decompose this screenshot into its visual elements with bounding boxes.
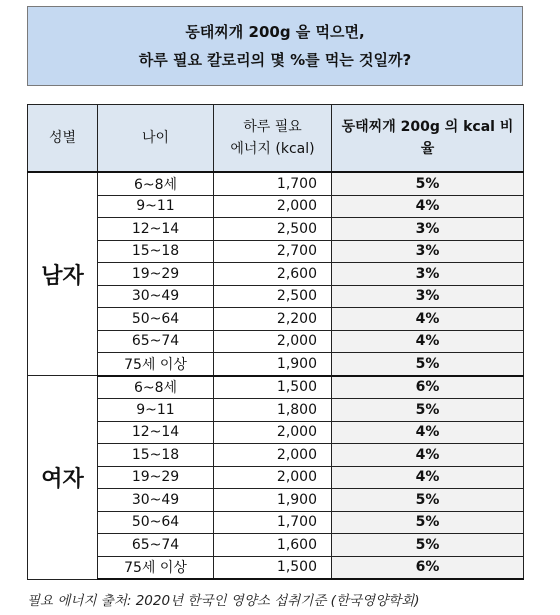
table-row <box>28 466 524 489</box>
energy-cell: 2,000 <box>214 195 332 218</box>
energy-cell: 2,500 <box>214 285 332 308</box>
age-cell: 65~74 <box>98 534 214 557</box>
age-cell: 15~18 <box>98 444 214 467</box>
table-body <box>28 172 524 579</box>
ratio-cell: 4% <box>332 308 524 331</box>
table-row <box>28 195 524 218</box>
ratio-cell: 3% <box>332 263 524 286</box>
ratio-cell: 3% <box>332 285 524 308</box>
ratio-cell: 4% <box>332 466 524 489</box>
energy-cell: 2,000 <box>214 466 332 489</box>
ratio-cell: 4% <box>332 195 524 218</box>
energy-cell: 2,000 <box>214 330 332 353</box>
header-energy-line-1: 하루 필요 <box>243 119 302 135</box>
age-cell: 9~11 <box>98 399 214 422</box>
age-cell: 30~49 <box>98 489 214 512</box>
ratio-cell: 3% <box>332 240 524 263</box>
header-ratio-line-2: 율 <box>420 141 435 157</box>
age-cell: 6~8세 <box>98 172 214 195</box>
energy-cell: 1,700 <box>214 511 332 534</box>
header-energy-line-2: 에너지 (kcal) <box>230 141 315 157</box>
age-cell: 75세 이상 <box>98 556 214 579</box>
gender-cell: 여자 <box>28 376 98 580</box>
source-note: 필요 에너지 출처: 2020년 한국인 영양소 섭취기준 (한국영양학회) <box>27 593 420 609</box>
ratio-cell: 5% <box>332 489 524 512</box>
energy-cell: 1,800 <box>214 399 332 422</box>
table-row <box>28 444 524 467</box>
ratio-cell: 5% <box>332 353 524 376</box>
table-row <box>28 172 524 195</box>
energy-cell: 1,500 <box>214 376 332 399</box>
title-box <box>27 6 523 86</box>
age-cell: 30~49 <box>98 285 214 308</box>
age-cell: 19~29 <box>98 263 214 286</box>
table-row <box>28 330 524 353</box>
table-row <box>28 489 524 512</box>
energy-cell: 1,900 <box>214 489 332 512</box>
table-row <box>28 308 524 331</box>
age-cell: 6~8세 <box>98 376 214 399</box>
ratio-cell: 4% <box>332 444 524 467</box>
table-row <box>28 263 524 286</box>
energy-cell: 1,500 <box>214 556 332 579</box>
table-row <box>28 285 524 308</box>
table-row <box>28 534 524 557</box>
ratio-cell: 4% <box>332 330 524 353</box>
header-energy <box>214 105 332 173</box>
ratio-cell: 5% <box>332 511 524 534</box>
header-gender: 성별 <box>28 105 98 173</box>
table-row <box>28 218 524 241</box>
title-line-2: 하루 필요 칼로리의 몇 %를 먹는 것일까? <box>138 51 412 69</box>
energy-cell: 2,200 <box>214 308 332 331</box>
table-row <box>28 511 524 534</box>
energy-cell: 1,600 <box>214 534 332 557</box>
title-line-1: 동태찌개 200g 을 먹으면, <box>185 23 365 41</box>
ratio-cell: 3% <box>332 218 524 241</box>
table-row <box>28 399 524 422</box>
energy-cell: 1,900 <box>214 353 332 376</box>
table-row <box>28 353 524 376</box>
gender-cell: 남자 <box>28 172 98 376</box>
ratio-cell: 6% <box>332 556 524 579</box>
age-cell: 65~74 <box>98 330 214 353</box>
energy-cell: 2,000 <box>214 444 332 467</box>
table-row <box>28 376 524 399</box>
header-age: 나이 <box>98 105 214 173</box>
energy-cell: 2,600 <box>214 263 332 286</box>
table-row <box>28 421 524 444</box>
energy-cell: 2,500 <box>214 218 332 241</box>
age-cell: 19~29 <box>98 466 214 489</box>
ratio-cell: 6% <box>332 376 524 399</box>
ratio-cell: 5% <box>332 534 524 557</box>
age-cell: 50~64 <box>98 308 214 331</box>
energy-cell: 2,000 <box>214 421 332 444</box>
header-ratio <box>332 105 524 173</box>
age-cell: 12~14 <box>98 421 214 444</box>
table-row <box>28 240 524 263</box>
age-cell: 50~64 <box>98 511 214 534</box>
energy-cell: 1,700 <box>214 172 332 195</box>
age-cell: 9~11 <box>98 195 214 218</box>
header-row <box>28 105 524 173</box>
table-row <box>28 556 524 579</box>
header-ratio-line-1: 동태찌개 200g 의 kcal 비 <box>341 119 514 135</box>
calorie-ratio-table <box>27 104 524 580</box>
age-cell: 75세 이상 <box>98 353 214 376</box>
ratio-cell: 5% <box>332 399 524 422</box>
age-cell: 12~14 <box>98 218 214 241</box>
energy-cell: 2,700 <box>214 240 332 263</box>
age-cell: 15~18 <box>98 240 214 263</box>
ratio-cell: 4% <box>332 421 524 444</box>
ratio-cell: 5% <box>332 172 524 195</box>
